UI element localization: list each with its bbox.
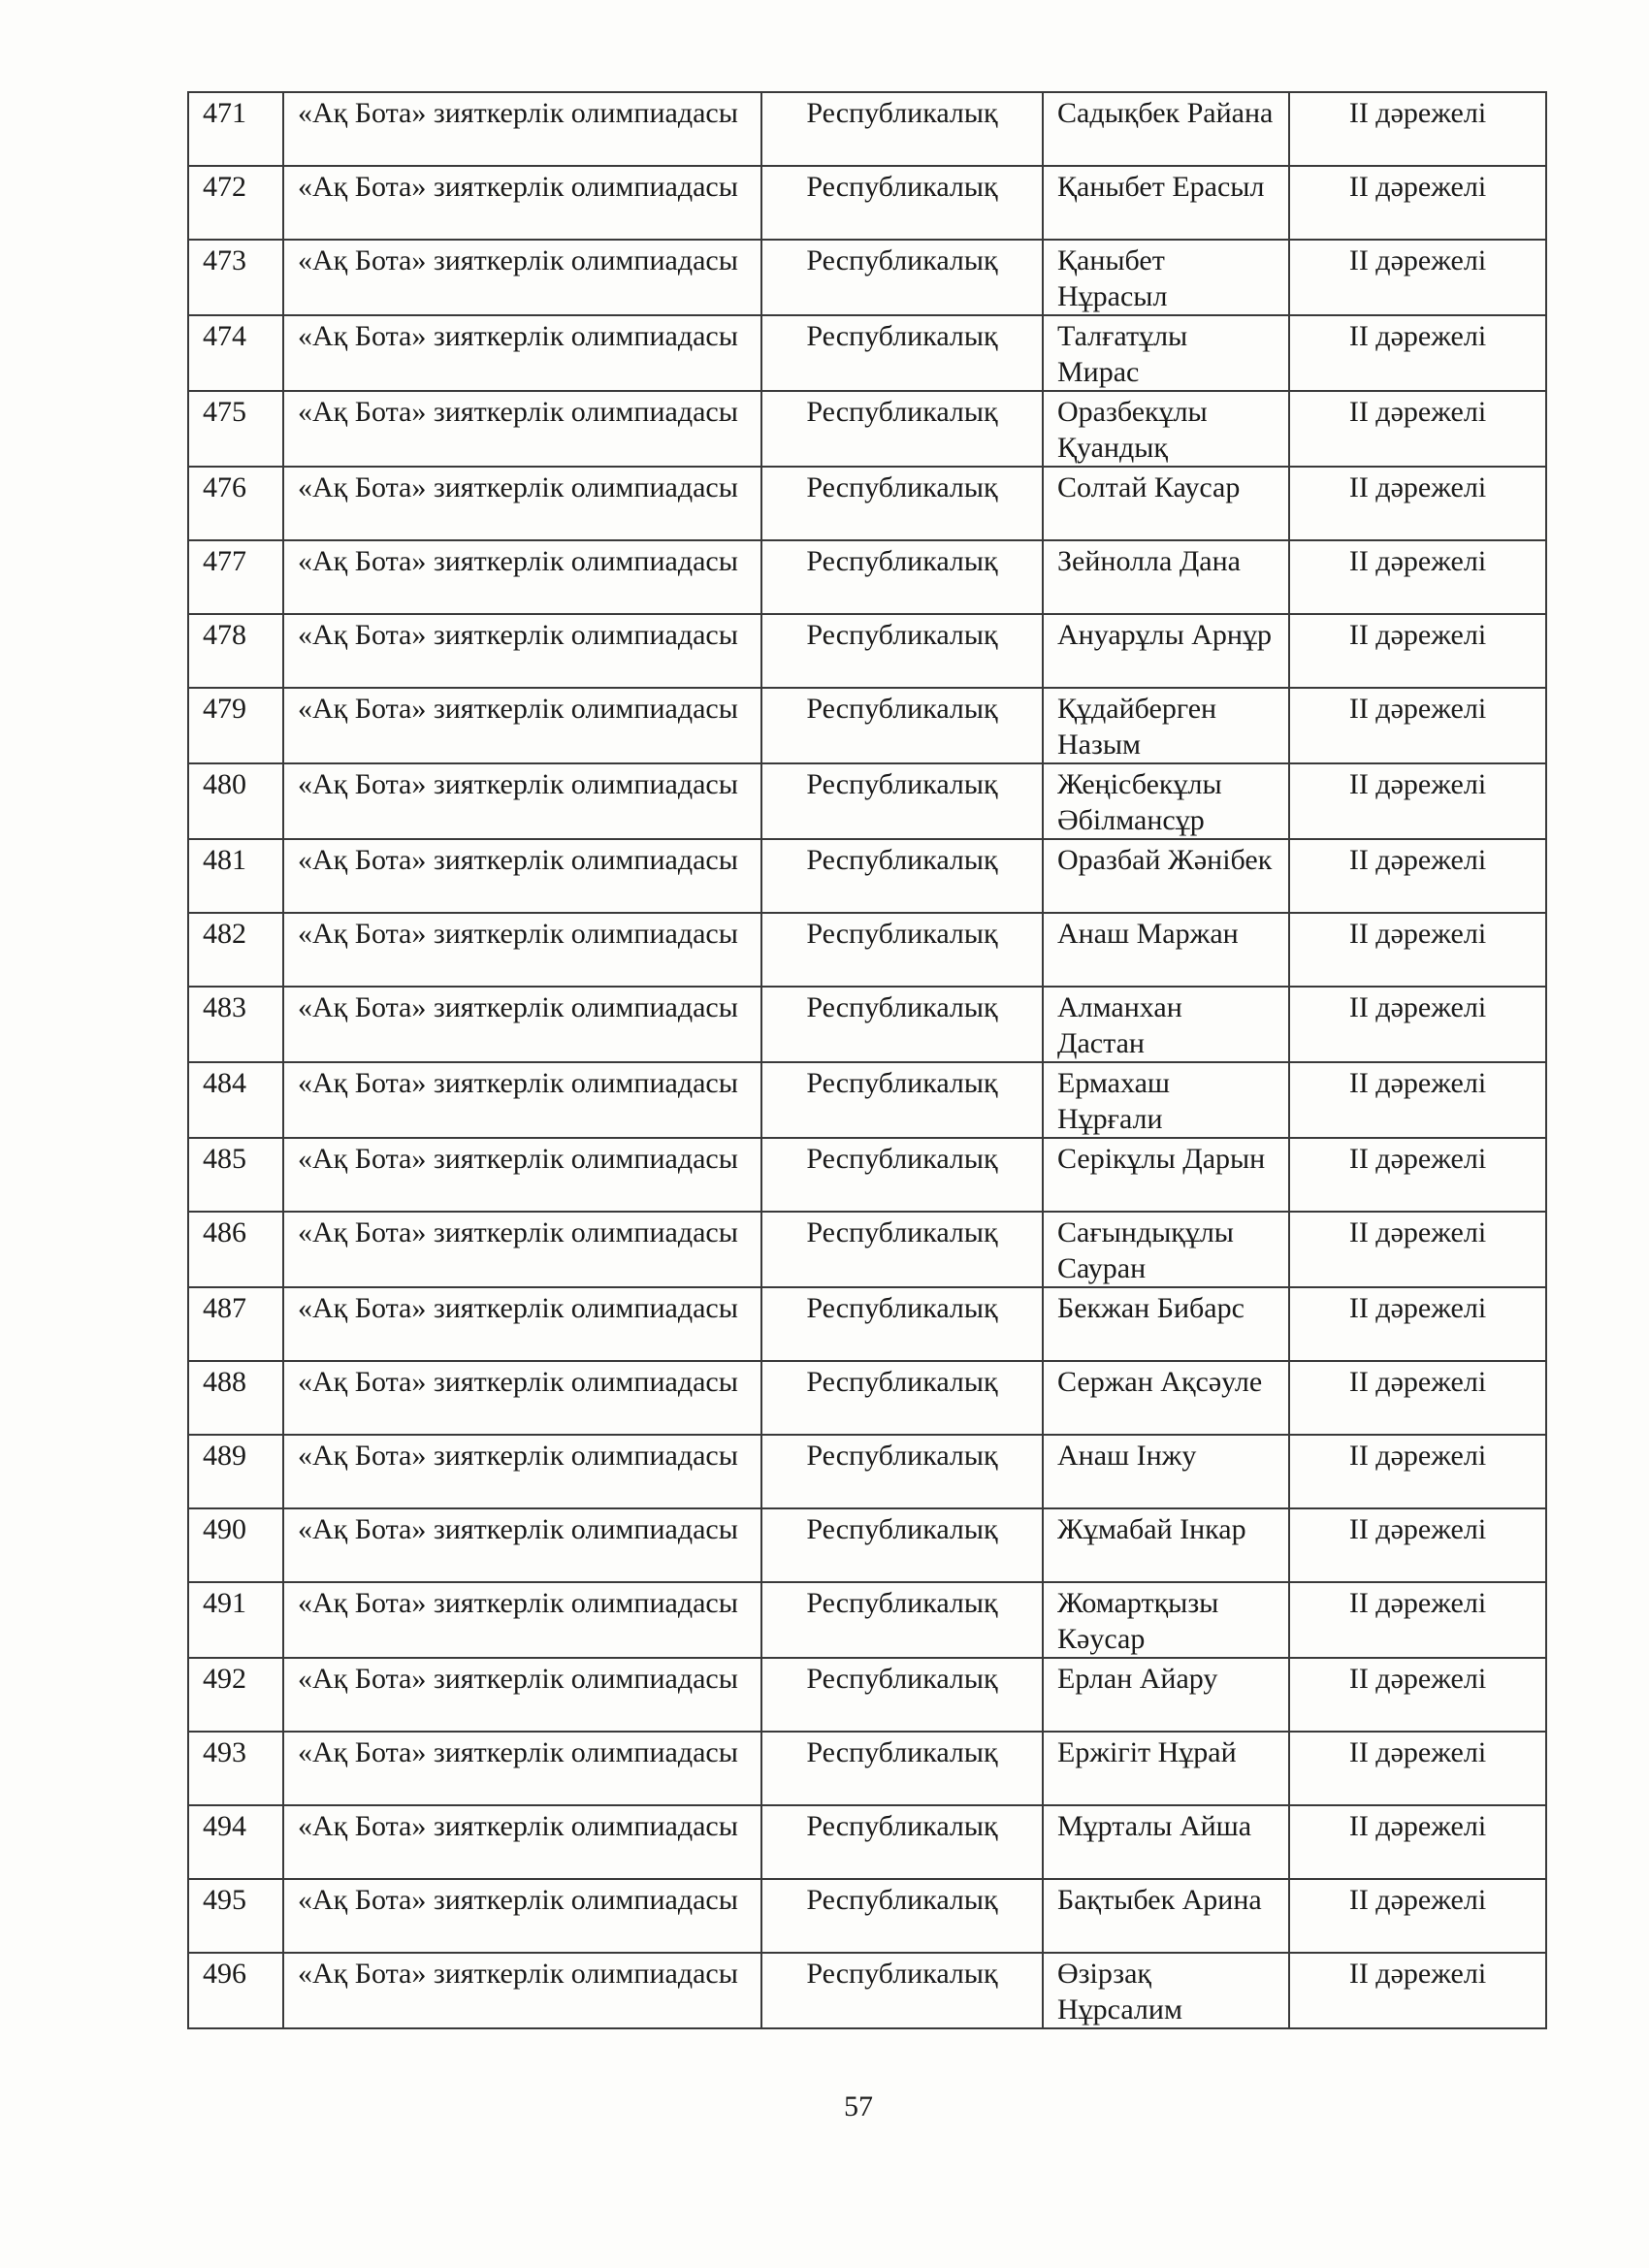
olympiad-name: «Ақ Бота» зияткерлік олимпиадасы [283,1138,761,1212]
award-degree: ІІ дәрежелі [1289,1805,1546,1879]
table-row [188,614,1546,688]
award-degree: ІІ дәрежелі [1289,1582,1546,1658]
table-row [188,1062,1546,1138]
student-name: Садықбек Райана [1043,92,1289,166]
student-name: Солтай Каусар [1043,467,1289,540]
student-name: Зейнолла Дана [1043,540,1289,614]
student-name: Жұмабай Інкар [1043,1508,1289,1582]
award-degree: ІІ дәрежелі [1289,315,1546,391]
table-row [188,92,1546,166]
table-row [188,467,1546,540]
student-name: Серікұлы Дарын [1043,1138,1289,1212]
row-number: 480 [188,763,283,839]
olympiad-level: Республикалық [761,1062,1043,1138]
olympiad-level: Республикалық [761,1658,1043,1732]
student-name: Ержігіт Нұрай [1043,1732,1289,1805]
award-degree: ІІ дәрежелі [1289,1435,1546,1508]
row-number: 487 [188,1287,283,1361]
award-degree: ІІ дәрежелі [1289,540,1546,614]
olympiad-name: «Ақ Бота» зияткерлік олимпиадасы [283,391,761,467]
table-row [188,1435,1546,1508]
olympiad-name: «Ақ Бота» зияткерлік олимпиадасы [283,1732,761,1805]
olympiad-name: «Ақ Бота» зияткерлік олимпиадасы [283,240,761,315]
olympiad-level: Республикалық [761,166,1043,240]
row-number: 489 [188,1435,283,1508]
table-row [188,240,1546,315]
row-number: 476 [188,467,283,540]
student-name: Мұрталы Айша [1043,1805,1289,1879]
row-number: 477 [188,540,283,614]
olympiad-name: «Ақ Бота» зияткерлік олимпиадасы [283,1658,761,1732]
row-number: 495 [188,1879,283,1953]
row-number: 484 [188,1062,283,1138]
olympiad-level: Республикалық [761,1138,1043,1212]
page-number: 57 [844,2090,873,2122]
award-degree: ІІ дәрежелі [1289,614,1546,688]
olympiad-name: «Ақ Бота» зияткерлік олимпиадасы [283,467,761,540]
student-name: Ерлан Айару [1043,1658,1289,1732]
award-degree: ІІ дәрежелі [1289,1732,1546,1805]
table-row [188,1805,1546,1879]
row-number: 479 [188,688,283,763]
award-degree: ІІ дәрежелі [1289,1062,1546,1138]
olympiad-name: «Ақ Бота» зияткерлік олимпиадасы [283,315,761,391]
student-name: Сағындықұлы Сауран [1043,1212,1289,1287]
award-degree: ІІ дәрежелі [1289,240,1546,315]
olympiad-level: Республикалық [761,1508,1043,1582]
olympiad-name: «Ақ Бота» зияткерлік олимпиадасы [283,1062,761,1138]
student-name: Анаш Інжу [1043,1435,1289,1508]
olympiad-level: Республикалық [761,1435,1043,1508]
award-degree: ІІ дәрежелі [1289,763,1546,839]
table-row [188,315,1546,391]
row-number: 478 [188,614,283,688]
row-number: 473 [188,240,283,315]
award-degree: ІІ дәрежелі [1289,1138,1546,1212]
olympiad-name: «Ақ Бота» зияткерлік олимпиадасы [283,1805,761,1879]
table-row [188,1508,1546,1582]
olympiad-name: «Ақ Бота» зияткерлік олимпиадасы [283,92,761,166]
olympiad-name: «Ақ Бота» зияткерлік олимпиадасы [283,1361,761,1435]
olympiad-name: «Ақ Бота» зияткерлік олимпиадасы [283,688,761,763]
student-name: Жеңісбекұлы Әбілмансұр [1043,763,1289,839]
row-number: 490 [188,1508,283,1582]
table-row [188,1582,1546,1658]
olympiad-level: Республикалық [761,92,1043,166]
award-degree: ІІ дәрежелі [1289,1658,1546,1732]
award-degree: ІІ дәрежелі [1289,1287,1546,1361]
student-name: Құдайберген Назым [1043,688,1289,763]
award-degree: ІІ дәрежелі [1289,987,1546,1062]
olympiad-name: «Ақ Бота» зияткерлік олимпиадасы [283,540,761,614]
table-row [188,391,1546,467]
student-name: Ермахаш Нұрғали [1043,1062,1289,1138]
olympiad-name: «Ақ Бота» зияткерлік олимпиадасы [283,1879,761,1953]
row-number: 486 [188,1212,283,1287]
olympiad-name: «Ақ Бота» зияткерлік олимпиадасы [283,614,761,688]
award-degree: ІІ дәрежелі [1289,913,1546,987]
table-row [188,166,1546,240]
olympiad-level: Республикалық [761,315,1043,391]
row-number: 474 [188,315,283,391]
olympiad-name: «Ақ Бота» зияткерлік олимпиадасы [283,913,761,987]
award-degree: ІІ дәрежелі [1289,1879,1546,1953]
olympiad-level: Республикалық [761,987,1043,1062]
table-row [188,1879,1546,1953]
table-row [188,913,1546,987]
olympiad-level: Республикалық [761,1732,1043,1805]
row-number: 475 [188,391,283,467]
olympiad-level: Республикалық [761,614,1043,688]
olympiad-name: «Ақ Бота» зияткерлік олимпиадасы [283,987,761,1062]
table-row [188,1732,1546,1805]
student-name: Анаш Маржан [1043,913,1289,987]
olympiad-name: «Ақ Бота» зияткерлік олимпиадасы [283,1287,761,1361]
student-name: Сержан Ақсәуле [1043,1361,1289,1435]
awards-table-body [188,92,1546,2028]
olympiad-level: Республикалық [761,763,1043,839]
olympiad-name: «Ақ Бота» зияткерлік олимпиадасы [283,1582,761,1658]
row-number: 483 [188,987,283,1062]
olympiad-level: Республикалық [761,1287,1043,1361]
table-row [188,1138,1546,1212]
award-degree: ІІ дәрежелі [1289,1212,1546,1287]
table-row [188,1361,1546,1435]
row-number: 471 [188,92,283,166]
student-name: Алманхан Дастан [1043,987,1289,1062]
row-number: 494 [188,1805,283,1879]
student-name: Ануарұлы Арнұр [1043,614,1289,688]
olympiad-level: Республикалық [761,467,1043,540]
olympiad-level: Республикалық [761,391,1043,467]
olympiad-level: Республикалық [761,839,1043,913]
olympiad-name: «Ақ Бота» зияткерлік олимпиадасы [283,1508,761,1582]
olympiad-name: «Ақ Бота» зияткерлік олимпиадасы [283,1212,761,1287]
olympiad-level: Республикалық [761,1212,1043,1287]
table-row [188,763,1546,839]
student-name: Қаныбет Нұрасыл [1043,240,1289,315]
row-number: 491 [188,1582,283,1658]
table-row [188,1658,1546,1732]
olympiad-level: Республикалық [761,1582,1043,1658]
award-degree: ІІ дәрежелі [1289,1508,1546,1582]
table-row [188,688,1546,763]
olympiad-level: Республикалық [761,540,1043,614]
award-degree: ІІ дәрежелі [1289,391,1546,467]
row-number: 493 [188,1732,283,1805]
table-row [188,839,1546,913]
award-degree: ІІ дәрежелі [1289,839,1546,913]
student-name: Оразбай Жәнібек [1043,839,1289,913]
award-degree: ІІ дәрежелі [1289,1361,1546,1435]
student-name: Талғатұлы Мирас [1043,315,1289,391]
olympiad-name: «Ақ Бота» зияткерлік олимпиадасы [283,839,761,913]
olympiad-name: «Ақ Бота» зияткерлік олимпиадасы [283,1953,761,2028]
olympiad-level: Республикалық [761,1953,1043,2028]
olympiad-level: Республикалық [761,1805,1043,1879]
student-name: Оразбекұлы Қуандық [1043,391,1289,467]
student-name: Бекжан Бибарс [1043,1287,1289,1361]
student-name: Бақтыбек Арина [1043,1879,1289,1953]
olympiad-name: «Ақ Бота» зияткерлік олимпиадасы [283,1435,761,1508]
row-number: 488 [188,1361,283,1435]
row-number: 492 [188,1658,283,1732]
olympiad-level: Республикалық [761,688,1043,763]
award-degree: ІІ дәрежелі [1289,1953,1546,2028]
row-number: 472 [188,166,283,240]
olympiad-name: «Ақ Бота» зияткерлік олимпиадасы [283,166,761,240]
table-row [188,987,1546,1062]
table-row [188,1287,1546,1361]
row-number: 496 [188,1953,283,2028]
table-row [188,1953,1546,2028]
student-name: Қаныбет Ерасыл [1043,166,1289,240]
row-number: 482 [188,913,283,987]
olympiad-level: Республикалық [761,913,1043,987]
olympiad-level: Республикалық [761,1361,1043,1435]
olympiad-name: «Ақ Бота» зияткерлік олимпиадасы [283,763,761,839]
row-number: 485 [188,1138,283,1212]
award-degree: ІІ дәрежелі [1289,467,1546,540]
table-row [188,1212,1546,1287]
table-row [188,540,1546,614]
award-degree: ІІ дәрежелі [1289,688,1546,763]
award-degree: ІІ дәрежелі [1289,92,1546,166]
awards-table [187,91,1547,2029]
olympiad-level: Республикалық [761,240,1043,315]
student-name: Жомартқызы Кәусар [1043,1582,1289,1658]
olympiad-level: Республикалық [761,1879,1043,1953]
row-number: 481 [188,839,283,913]
student-name: Өзірзақ Нұрсалим [1043,1953,1289,2028]
award-degree: ІІ дәрежелі [1289,166,1546,240]
